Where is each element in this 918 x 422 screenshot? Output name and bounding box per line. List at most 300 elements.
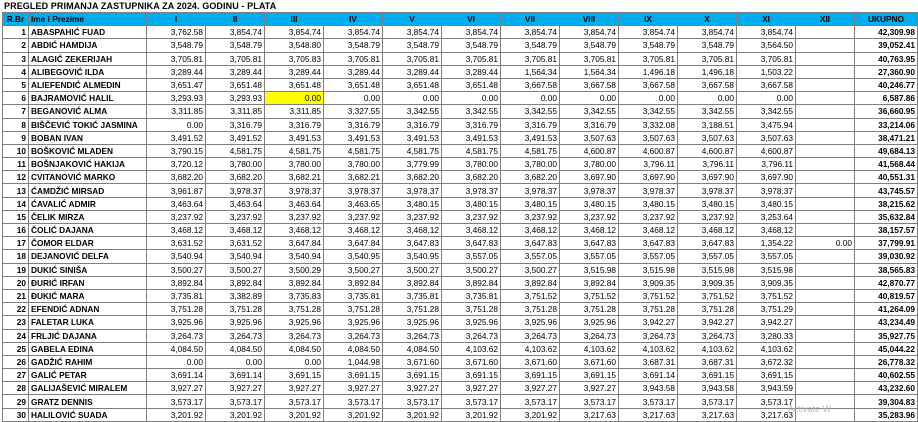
month-value: 3,892.84: [147, 276, 206, 289]
month-value: 3,978.37: [501, 184, 560, 197]
month-value: 3,280.33: [737, 329, 796, 342]
member-name: ĆAVALIĆ ADMIR: [29, 197, 147, 210]
month-value: 3,780.00: [442, 158, 501, 171]
month-value: [796, 144, 855, 157]
month-value: 3,573.17: [737, 395, 796, 408]
member-name: ČELIK MIRZA: [29, 210, 147, 223]
month-value: 3,264.73: [265, 329, 324, 342]
month-value: 3,548.79: [442, 39, 501, 52]
row-number: 23: [3, 316, 29, 329]
month-value: 0.00: [324, 92, 383, 105]
row-number: 18: [3, 250, 29, 263]
month-value: 3,631.52: [206, 237, 265, 250]
total-value: 43,234.49: [855, 316, 918, 329]
month-value: 3,264.73: [383, 329, 442, 342]
month-value: 3,201.92: [206, 408, 265, 421]
month-value: 3,691.15: [737, 369, 796, 382]
month-value: 3,705.81: [324, 52, 383, 65]
member-name: GADŽIĆ RAHIM: [29, 355, 147, 368]
month-value: 3,892.84: [265, 276, 324, 289]
month-value: 3,557.05: [560, 250, 619, 263]
header-month-7: VII: [501, 13, 560, 26]
month-value: 3,631.52: [147, 237, 206, 250]
month-value: 3,854.74: [442, 26, 501, 39]
month-value: 3,507.63: [678, 131, 737, 144]
month-value: 3,682.20: [501, 171, 560, 184]
month-value: [796, 342, 855, 355]
month-value: 3,667.58: [678, 78, 737, 91]
month-value: 3,573.17: [442, 395, 501, 408]
month-value: 3,978.37: [324, 184, 383, 197]
month-value: 0.00: [619, 92, 678, 105]
month-value: [796, 158, 855, 171]
month-value: 4,103.62: [501, 342, 560, 355]
table-row[interactable]: [3, 158, 918, 171]
month-value: 3,500.27: [383, 263, 442, 276]
month-value: 3,289.44: [265, 65, 324, 78]
month-value: 3,671.60: [383, 355, 442, 368]
row-number: 12: [3, 171, 29, 184]
month-value: 3,780.00: [501, 158, 560, 171]
row-number: 22: [3, 303, 29, 316]
month-value: 3,573.17: [383, 395, 442, 408]
row-number: 27: [3, 369, 29, 382]
month-value: 3,978.37: [206, 184, 265, 197]
month-value: 4,600.87: [737, 144, 796, 157]
month-value: 3,557.05: [442, 250, 501, 263]
month-value: 3,201.92: [265, 408, 324, 421]
month-value: 3,854.74: [678, 26, 737, 39]
row-number: 24: [3, 329, 29, 342]
header-month-12: XII: [796, 13, 855, 26]
table-row[interactable]: [3, 329, 918, 342]
month-value: 3,780.00: [560, 158, 619, 171]
month-value: 3,201.92: [383, 408, 442, 421]
month-value: 3,671.60: [501, 355, 560, 368]
month-value: 3,682.20: [206, 171, 265, 184]
month-value: 3,751.28: [442, 303, 501, 316]
member-name: FALETAR LUKA: [29, 316, 147, 329]
payments-table: [2, 12, 918, 422]
month-value: 3,796.11: [678, 158, 737, 171]
month-value: 3,237.92: [265, 210, 324, 223]
month-value: 3,925.96: [206, 316, 265, 329]
month-value: 3,943.58: [678, 382, 737, 395]
table-row[interactable]: [3, 144, 918, 157]
month-value: 3,735.83: [265, 289, 324, 302]
month-value: 3,573.17: [678, 395, 737, 408]
month-value: 3,892.84: [560, 276, 619, 289]
member-name: ALIEFENDIĆ ALMEDIN: [29, 78, 147, 91]
member-name: DUKIĆ SINIŠA: [29, 263, 147, 276]
month-value: 4,084.50: [147, 342, 206, 355]
header-month-2: II: [206, 13, 265, 26]
month-value: 3,892.84: [442, 276, 501, 289]
month-value: 3,925.96: [147, 316, 206, 329]
month-value: 3,342.55: [737, 105, 796, 118]
table-row[interactable]: [3, 224, 918, 237]
month-value: 3,909.35: [619, 276, 678, 289]
month-value: 1,503.22: [737, 65, 796, 78]
month-value: 3,705.81: [501, 52, 560, 65]
month-value: 3,342.55: [619, 105, 678, 118]
month-value: 3,751.28: [206, 303, 265, 316]
month-value: 1,564.34: [560, 65, 619, 78]
month-value: 3,468.12: [442, 224, 501, 237]
table-row[interactable]: [3, 276, 918, 289]
month-value: 3,751.29: [737, 303, 796, 316]
month-value: 0.00: [206, 355, 265, 368]
month-value: 3,237.92: [501, 210, 560, 223]
month-value: 3,540.94: [265, 250, 324, 263]
month-value: 3,480.15: [737, 197, 796, 210]
member-name: EFENDIĆ ADNAN: [29, 303, 147, 316]
month-value: 3,468.12: [737, 224, 796, 237]
table-row[interactable]: [3, 408, 918, 421]
month-value: 0.00: [265, 92, 324, 105]
month-value: 3,311.85: [206, 105, 265, 118]
table-row[interactable]: [3, 131, 918, 144]
total-value: 35,632.84: [855, 210, 918, 223]
row-number: 10: [3, 144, 29, 157]
month-value: 3,854.74: [737, 26, 796, 39]
month-value: 3,705.81: [678, 52, 737, 65]
month-value: 4,581.75: [383, 144, 442, 157]
month-value: 3,751.52: [560, 289, 619, 302]
month-value: 4,600.87: [678, 144, 737, 157]
month-value: 3,468.12: [619, 224, 678, 237]
month-value: 3,540.94: [206, 250, 265, 263]
member-name: BOŠKOVIĆ MLADEN: [29, 144, 147, 157]
total-value: 35,927.75: [855, 329, 918, 342]
month-value: 4,581.75: [206, 144, 265, 157]
month-value: [796, 303, 855, 316]
month-value: 3,264.73: [501, 329, 560, 342]
month-value: 3,647.83: [442, 237, 501, 250]
table-row[interactable]: [3, 263, 918, 276]
month-value: 3,316.79: [442, 118, 501, 131]
month-value: 3,463.64: [206, 197, 265, 210]
month-value: 4,581.75: [442, 144, 501, 157]
row-number: 19: [3, 263, 29, 276]
month-value: 1,496.18: [619, 65, 678, 78]
header-month-8: VIII: [560, 13, 619, 26]
table-row[interactable]: [3, 92, 918, 105]
month-value: 3,751.28: [265, 303, 324, 316]
month-value: 3,751.52: [678, 289, 737, 302]
month-value: 3,500.27: [442, 263, 501, 276]
month-value: 3,735.81: [147, 289, 206, 302]
month-value: 3,978.37: [678, 184, 737, 197]
total-value: 49,684.13: [855, 144, 918, 157]
month-value: 3,854.74: [324, 26, 383, 39]
month-value: 3,892.84: [501, 276, 560, 289]
row-number: 21: [3, 289, 29, 302]
table-row[interactable]: [3, 171, 918, 184]
table-row[interactable]: [3, 237, 918, 250]
month-value: 0.00: [147, 118, 206, 131]
table-row[interactable]: [3, 118, 918, 131]
month-value: 3,687.31: [678, 355, 737, 368]
month-value: 3,705.81: [737, 52, 796, 65]
month-value: 3,480.15: [619, 197, 678, 210]
month-value: 0.00: [265, 355, 324, 368]
month-value: 3,697.90: [560, 171, 619, 184]
month-value: 4,581.75: [265, 144, 324, 157]
total-value: 42,870.77: [855, 276, 918, 289]
month-value: 0.00: [442, 92, 501, 105]
month-value: 3,751.28: [501, 303, 560, 316]
member-name: BOBAN IVAN: [29, 131, 147, 144]
table-row[interactable]: [3, 316, 918, 329]
month-value: 3,289.44: [383, 65, 442, 78]
month-value: 3,651.48: [265, 78, 324, 91]
month-value: 3,540.95: [324, 250, 383, 263]
table-row[interactable]: [3, 65, 918, 78]
month-value: 3,480.15: [442, 197, 501, 210]
month-value: 3,500.27: [501, 263, 560, 276]
month-value: 3,927.27: [147, 382, 206, 395]
table-row[interactable]: [3, 250, 918, 263]
month-value: 3,705.81: [206, 52, 265, 65]
month-value: 3,705.81: [383, 52, 442, 65]
month-value: 3,573.17: [206, 395, 265, 408]
month-value: 1,564.34: [501, 65, 560, 78]
month-value: 3,264.73: [147, 329, 206, 342]
month-value: 3,500.27: [324, 263, 383, 276]
month-value: 3,647.84: [265, 237, 324, 250]
month-value: 3,480.15: [383, 197, 442, 210]
total-value: 39,304.83: [855, 395, 918, 408]
total-value: 35,283.96: [855, 408, 918, 421]
month-value: 3,557.05: [619, 250, 678, 263]
table-row[interactable]: [3, 395, 918, 408]
month-value: 3,697.90: [678, 171, 737, 184]
table-row[interactable]: [3, 342, 918, 355]
month-value: 3,927.27: [206, 382, 265, 395]
month-value: 3,682.21: [324, 171, 383, 184]
month-value: 3,468.12: [383, 224, 442, 237]
month-value: 3,927.27: [324, 382, 383, 395]
month-value: 3,548.79: [619, 39, 678, 52]
month-value: 3,854.74: [206, 26, 265, 39]
month-value: 3,264.73: [560, 329, 619, 342]
month-value: 3,925.96: [501, 316, 560, 329]
month-value: 4,581.75: [501, 144, 560, 157]
month-value: 3,500.27: [206, 263, 265, 276]
month-value: [796, 118, 855, 131]
member-name: GALIĆ PETAR: [29, 369, 147, 382]
month-value: 3,468.12: [265, 224, 324, 237]
month-value: 3,978.37: [383, 184, 442, 197]
month-value: 3,978.37: [442, 184, 501, 197]
month-value: 3,691.15: [324, 369, 383, 382]
header-name: Ime i Prezime: [29, 13, 147, 26]
month-value: 3,691.14: [619, 369, 678, 382]
table-row[interactable]: [3, 105, 918, 118]
row-number: 14: [3, 197, 29, 210]
month-value: 4,103.62: [560, 342, 619, 355]
member-name: BAJRAMOVIĆ HALIL: [29, 92, 147, 105]
member-name: CVITANOVIĆ MARKO: [29, 171, 147, 184]
member-name: ĐURIĆ IRFAN: [29, 276, 147, 289]
month-value: 3,667.58: [737, 78, 796, 91]
month-value: 3,316.79: [324, 118, 383, 131]
month-value: 3,293.93: [206, 92, 265, 105]
month-value: 3,515.98: [560, 263, 619, 276]
month-value: 3,491.53: [442, 131, 501, 144]
month-value: 3,500.29: [265, 263, 324, 276]
month-value: [796, 26, 855, 39]
total-value: 41,264.09: [855, 303, 918, 316]
month-value: 3,691.14: [206, 369, 265, 382]
total-value: 39,030.92: [855, 250, 918, 263]
month-value: 4,103.62: [619, 342, 678, 355]
month-value: 3,961.87: [147, 184, 206, 197]
month-value: 3,468.12: [147, 224, 206, 237]
month-value: 3,289.44: [206, 65, 265, 78]
row-number: 15: [3, 210, 29, 223]
month-value: 3,651.48: [206, 78, 265, 91]
month-value: 3,671.60: [560, 355, 619, 368]
month-value: 1,496.18: [678, 65, 737, 78]
month-value: 3,925.96: [442, 316, 501, 329]
row-number: 6: [3, 92, 29, 105]
month-value: 3,978.37: [265, 184, 324, 197]
month-value: 3,796.11: [737, 158, 796, 171]
row-number: 13: [3, 184, 29, 197]
table-row[interactable]: [3, 39, 918, 52]
row-number: 28: [3, 382, 29, 395]
month-value: 3,342.55: [501, 105, 560, 118]
month-value: 3,468.12: [678, 224, 737, 237]
row-number: 2: [3, 39, 29, 52]
total-value: 40,551.31: [855, 171, 918, 184]
month-value: 3,751.28: [619, 303, 678, 316]
month-value: 3,651.48: [442, 78, 501, 91]
month-value: [796, 329, 855, 342]
month-value: 3,311.85: [147, 105, 206, 118]
row-number: 5: [3, 78, 29, 91]
month-value: 4,084.50: [206, 342, 265, 355]
month-value: 3,548.79: [206, 39, 265, 52]
month-value: 3,557.05: [678, 250, 737, 263]
month-value: 3,515.98: [737, 263, 796, 276]
month-value: 3,691.15: [501, 369, 560, 382]
month-value: 3,264.73: [619, 329, 678, 342]
month-value: 3,909.35: [678, 276, 737, 289]
row-number: 11: [3, 158, 29, 171]
member-name: ALAGIĆ ZEKERIJAH: [29, 52, 147, 65]
month-value: 3,682.20: [442, 171, 501, 184]
month-value: 3,264.73: [678, 329, 737, 342]
month-value: 4,103.62: [678, 342, 737, 355]
activation-watermark: Activate W: [788, 404, 832, 414]
month-value: 3,735.81: [324, 289, 383, 302]
month-value: 3,682.20: [383, 171, 442, 184]
member-name: BIŠČEVIĆ TOKIĆ JASMINA: [29, 118, 147, 131]
month-value: 3,316.79: [560, 118, 619, 131]
month-value: 3,751.52: [619, 289, 678, 302]
month-value: 3,468.12: [501, 224, 560, 237]
month-value: 3,293.93: [147, 92, 206, 105]
member-name: ABDIĆ HAMDIJA: [29, 39, 147, 52]
month-value: 3,507.63: [737, 131, 796, 144]
table-row[interactable]: [3, 184, 918, 197]
month-value: 0.00: [147, 355, 206, 368]
month-value: 3,691.15: [442, 369, 501, 382]
month-value: 3,468.12: [324, 224, 383, 237]
month-value: 3,927.27: [560, 382, 619, 395]
month-value: 3,667.58: [501, 78, 560, 91]
table-row[interactable]: [3, 52, 918, 65]
table-row[interactable]: [3, 355, 918, 368]
month-value: 3,217.63: [678, 408, 737, 421]
month-value: 0.00: [501, 92, 560, 105]
month-value: 3,468.12: [560, 224, 619, 237]
month-value: [796, 39, 855, 52]
row-number: 30: [3, 408, 29, 421]
month-value: 4,103.62: [737, 342, 796, 355]
report-title: PREGLED PRIMANJA ZASTUPNIKA ZA 2024. GODINU - PLATA: [4, 1, 277, 11]
table-row[interactable]: [3, 26, 918, 39]
month-value: 3,647.83: [560, 237, 619, 250]
month-value: [796, 52, 855, 65]
month-value: 3,201.92: [442, 408, 501, 421]
month-value: [796, 197, 855, 210]
month-value: 3,316.79: [383, 118, 442, 131]
total-value: 42,309.98: [855, 26, 918, 39]
table-row[interactable]: [3, 289, 918, 302]
month-value: 3,342.55: [560, 105, 619, 118]
table-row[interactable]: [3, 197, 918, 210]
month-value: 3,943.59: [737, 382, 796, 395]
table-row[interactable]: [3, 78, 918, 91]
header-total: UKUPNO: [855, 13, 918, 26]
month-value: 3,237.92: [147, 210, 206, 223]
total-value: 27,360.90: [855, 65, 918, 78]
row-number: 9: [3, 131, 29, 144]
month-value: 3,691.15: [560, 369, 619, 382]
table-row[interactable]: [3, 382, 918, 395]
member-name: GABELA EDINA: [29, 342, 147, 355]
month-value: 3,382.89: [206, 289, 265, 302]
month-value: 3,705.81: [147, 52, 206, 65]
month-value: 3,507.63: [560, 131, 619, 144]
month-value: 3,463.64: [265, 197, 324, 210]
table-row[interactable]: [3, 210, 918, 223]
month-value: 3,854.74: [501, 26, 560, 39]
month-value: 3,854.74: [560, 26, 619, 39]
month-value: [796, 184, 855, 197]
header-month-6: VI: [442, 13, 501, 26]
month-value: 3,557.05: [501, 250, 560, 263]
month-value: 3,751.28: [324, 303, 383, 316]
month-value: 3,927.27: [383, 382, 442, 395]
total-value: 40,763.95: [855, 52, 918, 65]
member-name: BOŠNJAKOVIĆ HAKIJA: [29, 158, 147, 171]
month-value: 3,705.83: [265, 52, 324, 65]
table-row[interactable]: [3, 303, 918, 316]
month-value: 3,942.27: [737, 316, 796, 329]
month-value: [796, 105, 855, 118]
table-row[interactable]: [3, 369, 918, 382]
month-value: 3,751.28: [678, 303, 737, 316]
total-value: 45,044.22: [855, 342, 918, 355]
total-value: 6,587.86: [855, 92, 918, 105]
month-value: 3,854.74: [265, 26, 324, 39]
month-value: 4,103.62: [442, 342, 501, 355]
